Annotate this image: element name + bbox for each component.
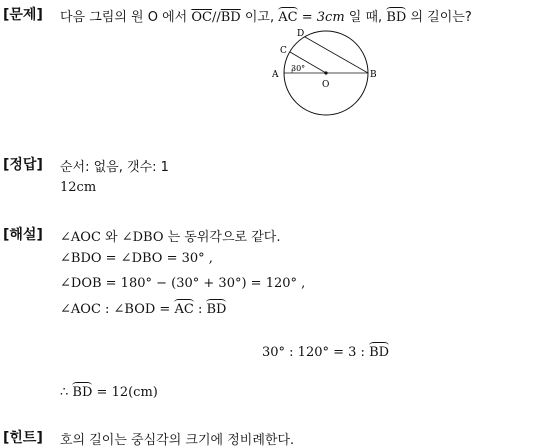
problem-statement: [60, 6, 472, 25]
problem-text-pre: 다음 그림의 원 O 에서: [60, 10, 188, 25]
hint-text: 호의 길이는 중심각의 크기에 정비례한다.: [60, 433, 295, 448]
explanation-line3: ∠DOB = 180° − (30° + 30°) = 120° ,: [60, 276, 306, 291]
explanation-line1: ∠AOC 와 ∠DBO 는 동위각으로 같다.: [60, 230, 281, 245]
explanation-center-eq: [262, 345, 389, 360]
label-a: A: [272, 70, 279, 80]
explanation-center-arc-bd: BD: [369, 345, 390, 360]
label-c: C: [280, 46, 287, 56]
segment-bd: $\overline{BD}$: [220, 10, 241, 25]
explanation-line2: ∠BDO = ∠DBO = 30° ,: [60, 251, 213, 266]
problem-text-when: 일 때,: [348, 10, 383, 25]
explanation-line4-pre: ∠AOC : ∠BOD =: [60, 302, 171, 317]
answer-header: [정답]: [3, 157, 43, 173]
explanation-line4-colon: :: [197, 302, 203, 317]
arc-ac-value: = 3cm: [301, 10, 345, 25]
therefore-symbol: ∴: [60, 385, 69, 400]
conclusion-value: = 12(cm): [96, 385, 158, 400]
arc-ac: AC: [278, 10, 298, 25]
problem-text-mid: 이고,: [244, 10, 275, 25]
circle-figure: [264, 26, 404, 118]
segment-bd-line: [305, 37, 368, 73]
answer-line1: 순서: 없음, 갯수: 1: [60, 160, 169, 175]
explanation-line4: [60, 302, 226, 317]
answer-line2: 12cm: [60, 180, 97, 195]
angle-label: 30°: [291, 64, 306, 73]
explanation-header: [해설]: [3, 227, 43, 243]
explanation-arc-ac: AC: [174, 302, 194, 317]
label-b: B: [370, 70, 377, 80]
parallel-symbol: //: [211, 10, 221, 25]
problem-text-end: 의 길이는?: [410, 10, 472, 25]
explanation-conclusion: [60, 385, 158, 400]
label-o: O: [322, 80, 330, 90]
problem-header: [문제]: [3, 7, 43, 23]
segment-oc: $\overline{OC}$: [191, 10, 212, 25]
explanation-center-pre: 30° : 120° = 3 :: [262, 345, 365, 360]
explanation-arc-bd: BD: [206, 302, 227, 317]
hint-header: [힌트]: [3, 430, 43, 446]
center-dot: [324, 71, 327, 74]
conclusion-arc-bd: BD: [72, 385, 93, 400]
arc-bd: BD: [386, 10, 407, 25]
label-d: D: [297, 29, 305, 39]
